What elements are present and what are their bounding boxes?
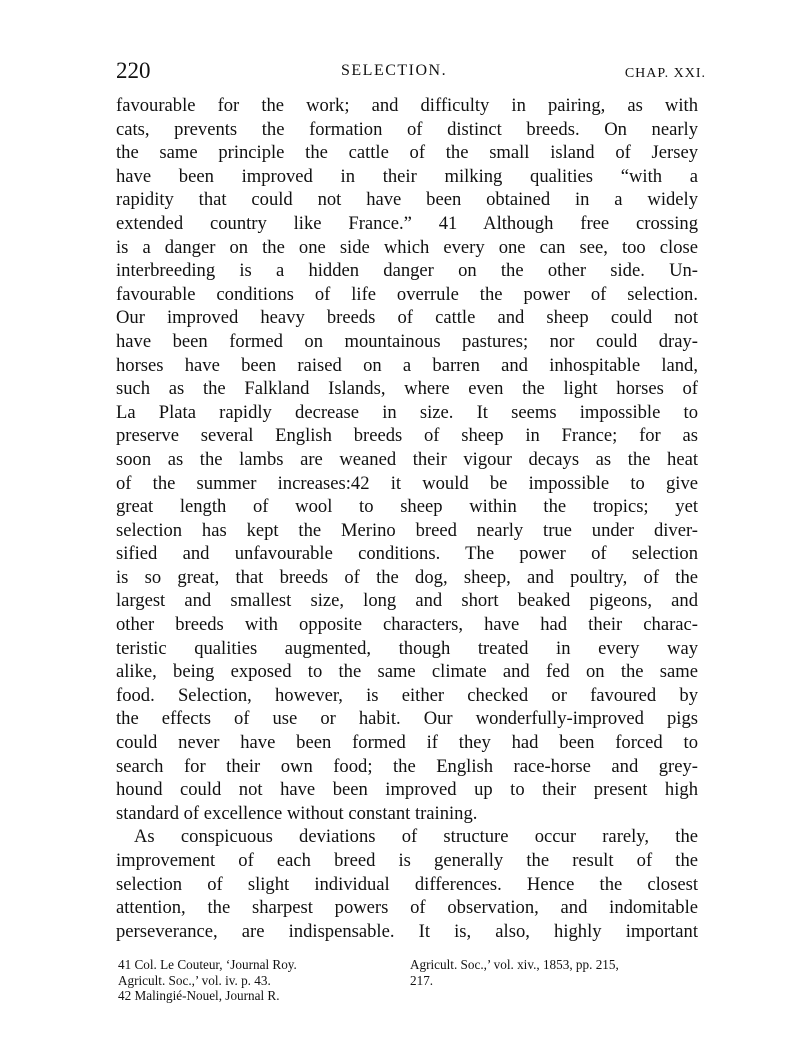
text-line: perseverance, are indispensable. It is, also, highly important: [116, 920, 698, 942]
page-header: [116, 58, 706, 86]
text-line: the same principle the cattle of the small island of Jersey: [116, 142, 698, 164]
text-line: Our improved heavy breeds of cattle and sheep could not: [116, 307, 698, 329]
paragraph-last-line: standard of excellence without constant training.: [116, 802, 478, 824]
footnote-42: 42 Malingié-Nouel, Journal R.: [118, 988, 280, 1003]
page-number: 220: [116, 58, 151, 83]
footnote-row: [118, 957, 698, 973]
text-line: cats, prevents the formation of distinct breeds. On nearly: [116, 118, 698, 140]
footnote-41-right: Agricult. Soc.,’ vol. xiv., 1853, pp. 215,: [410, 957, 619, 972]
text-line: hound could not have been improved up to their present high: [116, 779, 698, 801]
footnote-row: [118, 973, 698, 989]
text-line: interbreeding is a hidden danger on the other side. Un-: [116, 260, 698, 282]
running-title: SELECTION.: [341, 62, 448, 79]
text-line: preserve several English breeds of sheep in France; for as: [116, 425, 698, 447]
text-line: favourable conditions of life overrule the power of selection.: [116, 283, 698, 305]
paragraph-first-line: As conspicuous deviations of structure occur rarely, the: [134, 826, 698, 848]
text-line: La Plata rapidly decrease in size. It seems impossible to: [116, 401, 698, 423]
text-line: rapidity that could not have been obtained in a widely: [116, 189, 698, 211]
text-line: could never have been formed if they had been forced to: [116, 732, 698, 754]
text-line: improvement of each breed is generally the result of the: [116, 850, 698, 871]
footnote-41-left: 41 Col. Le Couteur, ‘Journal Roy.: [118, 957, 297, 972]
text-line: of the summer increases:42 it would be impossible to give: [116, 472, 698, 494]
chapter-label: CHAP. XXI.: [624, 66, 706, 81]
text-line: have been formed on mountainous pastures; nor could dray-: [116, 330, 698, 352]
text-line: have been improved in their milking qualities “with a: [116, 165, 698, 187]
text-line: alike, being exposed to the same climate and fed on the same: [116, 661, 698, 683]
footnote-row: [118, 988, 698, 1004]
text-line: soon as the lambs are weaned their vigour decays as the heat: [116, 448, 698, 470]
text-line: teristic qualities augmented, though treated in every way: [116, 637, 698, 659]
text-line: attention, the sharpest powers of observation, and indomitable: [116, 897, 698, 919]
text-line: food. Selection, however, is either checked or favoured by: [116, 684, 698, 706]
text-line: other breeds with opposite characters, have had their charac-: [116, 614, 698, 636]
body-text: [116, 94, 698, 943]
footnote-41-left-cont: Agricult. Soc.,’ vol. iv. p. 43.: [118, 972, 271, 988]
text-line: horses have been raised on a barren and inhospitable land,: [116, 354, 698, 376]
text-line: search for their own food; the English race-horse and grey-: [116, 755, 698, 777]
footnote-41-right-cont: 217.: [410, 972, 434, 988]
text-line: extended country like France.” 41 Although free crossing: [116, 212, 698, 234]
text-line: such as the Falkland Islands, where even the light horses of: [116, 378, 698, 400]
text-line: is so great, that breeds of the dog, sheep, and poultry, of the: [116, 566, 698, 588]
footnotes: [118, 957, 698, 1004]
text-line: sified and unfavourable conditions. The power of selection: [116, 543, 698, 565]
text-line: the effects of use or habit. Our wonderfully-improved pigs: [116, 708, 698, 730]
text-line: is a danger on the one side which every one can see, too close: [116, 236, 698, 258]
text-line: selection has kept the Merino breed nearly true under diver-: [116, 519, 698, 541]
text-line: largest and smallest size, long and short beaked pigeons, and: [116, 590, 698, 612]
text-line: great length of wool to sheep within the tropics; yet: [116, 496, 698, 518]
text-line: favourable for the work; and difficulty in pairing, as with: [116, 95, 698, 116]
text-line: selection of slight individual differences. Hence the closest: [116, 873, 698, 895]
